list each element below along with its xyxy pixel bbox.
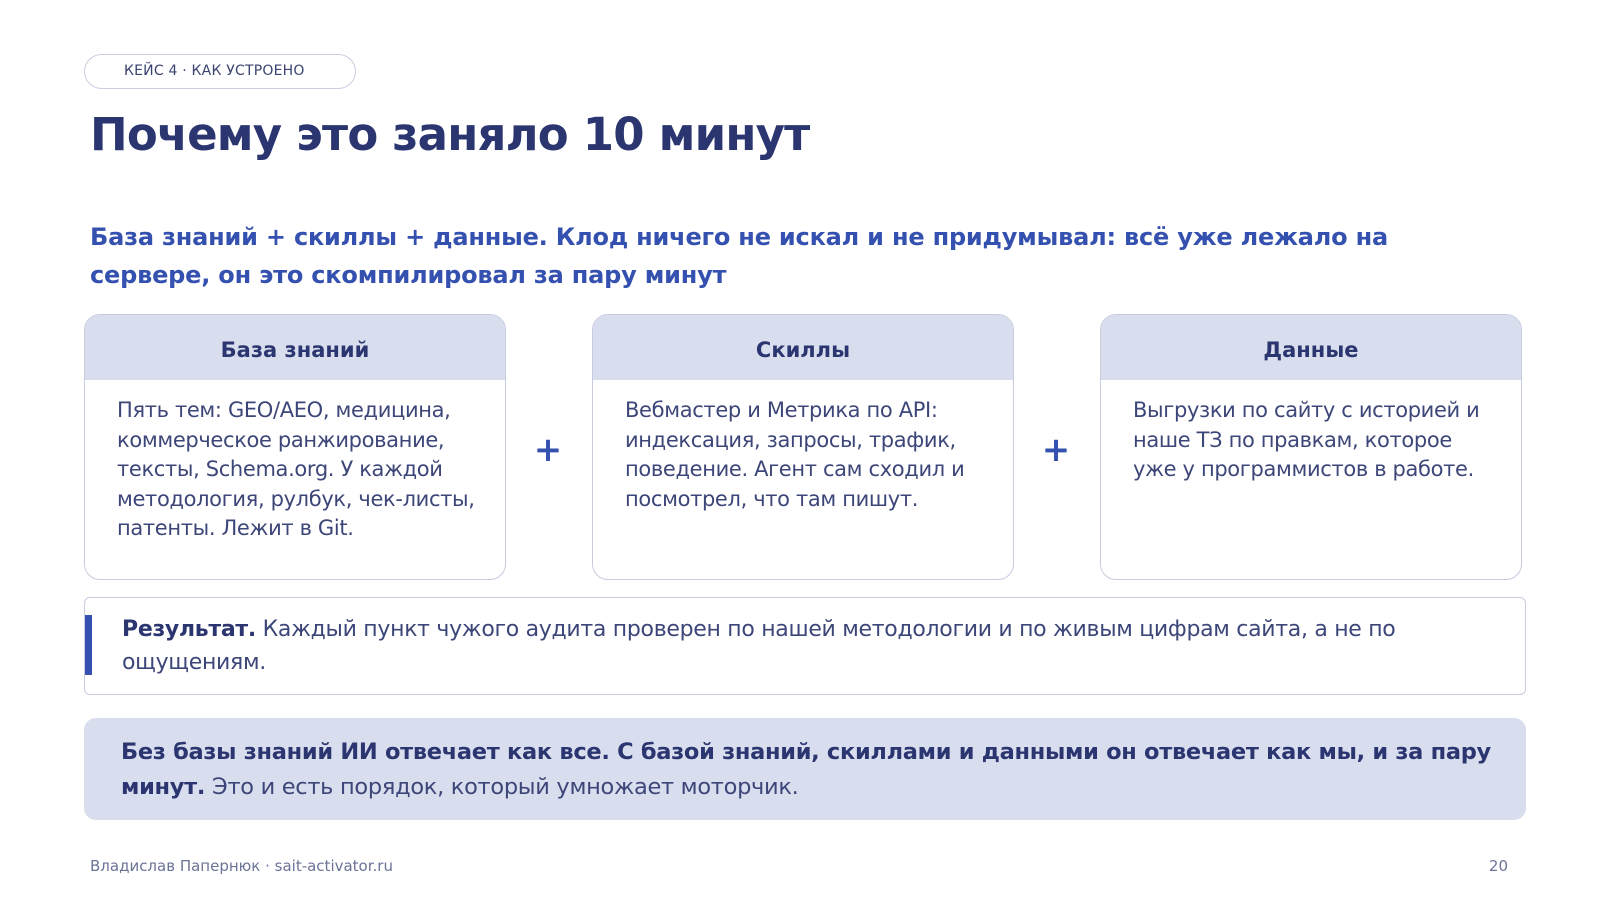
accent-bar: [85, 615, 92, 675]
result-body: Каждый пункт чужого аудита проверен по нашей методологии и по живым цифрам сайта, а не по ощущениям.: [122, 617, 1396, 675]
note-rest: Это и есть порядок, который умножает моторчик.: [212, 774, 799, 800]
note-bold: Без базы знаний ИИ отвечает как все. С базой знаний, скиллами и данными он отвечает как мы, и за пару минут.: [121, 739, 1491, 800]
card-skills: [592, 314, 1014, 580]
lead-text: База знаний + скиллы + данные. Клод ничего не искал и не придумывал: всё уже лежало на сервере, он это скомпилировал за пару минут: [90, 223, 1388, 289]
card-text: Пять тем: GEO/AEO, медицина, коммерческое ранжирование, тексты, Schema.org. У каждой методология, рулбук, чек-листы, патенты. Лежит в Git.: [117, 398, 475, 540]
card-data: [1100, 314, 1522, 580]
card-text: Вебмастер и Метрика по API: индексация, запросы, трафик, поведение. Агент сам сходил и посмотрел, что там пишут.: [625, 398, 965, 511]
result-box: [84, 597, 1526, 695]
result-label: Результат.: [122, 617, 256, 642]
result-text: [122, 613, 1502, 679]
page-number: 20: [1488, 857, 1508, 875]
card-text: Выгрузки по сайту с историей и наше ТЗ по правкам, которое уже у программистов в работе.: [1133, 398, 1480, 481]
summary-note: [84, 718, 1526, 820]
case-tag: КЕЙС 4 · КАК УСТРОЕНО: [84, 54, 356, 89]
card-title: Скиллы: [593, 315, 1013, 380]
card-title: Данные: [1101, 315, 1521, 380]
note-text: [121, 735, 1511, 805]
card-knowledge-base: [84, 314, 506, 580]
footer-author: Владислав Папернюк · sait-activator.ru: [90, 857, 393, 875]
plus-sign: +: [1041, 430, 1071, 470]
plus-sign: +: [533, 430, 563, 470]
slide-title: Почему это заняло 10 минут: [90, 108, 810, 161]
card-title: База знаний: [85, 315, 505, 380]
